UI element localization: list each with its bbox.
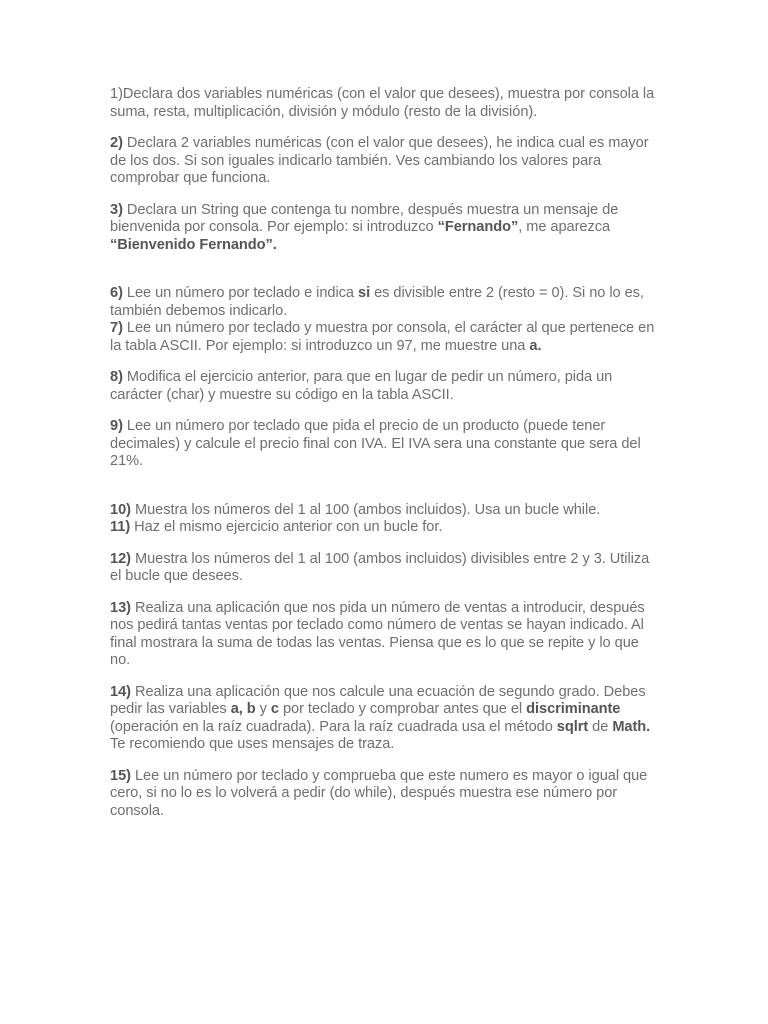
text-run: Declara 2 variables numéricas (con el valor que desees), he indica cual es mayor de los dos. Si son iguales indicarlo también. Ves cambiando los valores para comprobar que funciona. bbox=[110, 135, 649, 186]
bold-text: 6) bbox=[110, 285, 123, 301]
bold-text: 11) bbox=[110, 519, 131, 535]
text-run: Muestra los números del 1 al 100 (ambos incluidos) divisibles entre 2 y 3. Utiliza el bucle que desees. bbox=[110, 550, 650, 584]
exercise-6 bbox=[110, 285, 660, 320]
text-run: Realiza una aplicación que nos pida un número de ventas a introducir, después nos pedirá tantas ventas por teclado como número de ventas se hayan indicado. Al final mostrara la suma de todas las ventas. Piensa que es lo que se repite y lo que no. bbox=[110, 599, 645, 668]
exercise-15 bbox=[110, 768, 660, 821]
bold-text: “Fernando” bbox=[437, 219, 519, 235]
text-run: por teclado y comprobar antes que el bbox=[278, 701, 527, 717]
bold-text: si bbox=[358, 285, 371, 301]
bold-text: sqlrt bbox=[556, 718, 589, 735]
bold-text: 7) bbox=[110, 320, 123, 336]
text-run: Muestra los números del 1 al 100 (ambos incluidos). Usa un bucle while. bbox=[130, 501, 601, 518]
exercise-3 bbox=[110, 202, 660, 255]
exercise-2 bbox=[110, 135, 660, 188]
bold-text: a. bbox=[529, 337, 542, 354]
text-run: Lee un número por teclado que pida el precio de un producto (puede tener decimales) y calcule el precio final con IVA. El IVA sera una constante que sera del 21%. bbox=[110, 418, 641, 469]
text-run: de bbox=[588, 718, 613, 735]
text-run: , me aparezca bbox=[518, 219, 611, 235]
text-run: 1)Declara dos variables numéricas (con el valor que desees), muestra por consola la suma, resta, multiplicación, división y módulo (resto de la división). bbox=[110, 86, 655, 120]
text-run: Lee un número por teclado e indica bbox=[122, 285, 358, 301]
bold-text: 10) bbox=[110, 501, 131, 518]
bold-text: 13) bbox=[110, 599, 131, 616]
text-run: Declara un String que contenga tu nombre, después muestra un mensaje de bienvenida por consola. Por ejemplo: si introduzco bbox=[110, 201, 619, 235]
text-run: Realiza una aplicación que nos calcule una ecuación de segundo grado. Debes pedir las variables bbox=[110, 683, 646, 717]
bold-text: 12) bbox=[110, 550, 131, 567]
bold-text: 15) bbox=[110, 767, 131, 784]
text-run: es divisible entre 2 (resto = 0). Si no lo es, también debemos indicarlo. bbox=[110, 285, 644, 319]
exercise-list bbox=[110, 86, 660, 820]
text-run: Haz el mismo ejercicio anterior con un bucle for. bbox=[130, 519, 443, 535]
exercise-1 bbox=[110, 86, 660, 121]
bold-text: a, b bbox=[230, 701, 256, 717]
exercise-12 bbox=[110, 551, 660, 586]
exercise-14 bbox=[110, 684, 660, 754]
exercise-7 bbox=[110, 320, 660, 355]
exercise-13 bbox=[110, 600, 660, 670]
text-run: y bbox=[255, 701, 271, 717]
bold-text: 8) bbox=[110, 369, 123, 385]
bold-text: “Bienvenido Fernando”. bbox=[110, 236, 277, 253]
bold-text: c bbox=[270, 701, 279, 717]
text-run: Lee un número por teclado y muestra por consola, el carácter al que pertenece en la tabla ASCII. Por ejemplo: si introduzco un 97, me muestre una bbox=[110, 320, 655, 354]
bold-text: 2) bbox=[110, 135, 123, 151]
bold-text: Math. bbox=[612, 718, 651, 735]
exercise-11 bbox=[110, 519, 660, 537]
bold-text: 14) bbox=[110, 683, 131, 700]
bold-text: 9) bbox=[110, 418, 123, 434]
text-run: Lee un número por teclado y comprueba que este numero es mayor o igual que cero, si no lo es lo volverá a pedir (do while), después muestra ese número por consola. bbox=[110, 767, 648, 819]
text-run: Te recomiendo que uses mensajes de traza. bbox=[110, 736, 395, 752]
exercise-10 bbox=[110, 502, 660, 520]
bold-text: discriminante bbox=[526, 701, 621, 717]
bold-text: 3) bbox=[110, 201, 123, 218]
text-run: Modifica el ejercicio anterior, para que en lugar de pedir un número, pida un carácter (char) y muestre su código en la tabla ASCII. bbox=[110, 369, 613, 403]
text-run: (operación en la raíz cuadrada). Para la raíz cuadrada usa el método bbox=[110, 718, 557, 735]
exercise-8 bbox=[110, 369, 660, 404]
exercise-9 bbox=[110, 418, 660, 471]
